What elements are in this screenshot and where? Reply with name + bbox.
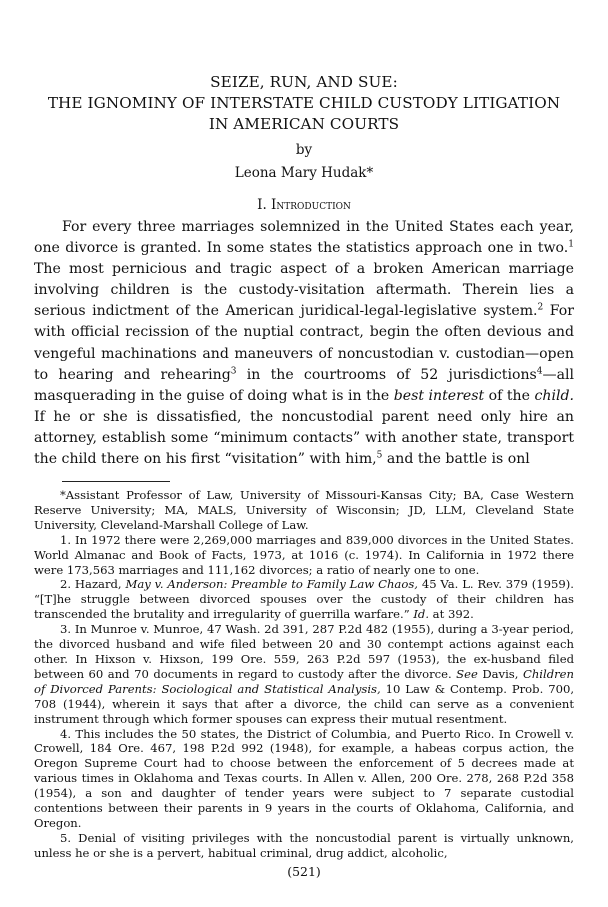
emphasis-text: best interest [393, 387, 485, 404]
footnote-text: at 392. [429, 607, 474, 622]
emphasis-text: child. [534, 387, 574, 404]
body-text-segment: For every three marriages solemnized in the United States each year, one divorce is granted. In some states the statistics approach one in two. [34, 219, 574, 257]
footnote-ref-5: 5 [376, 450, 383, 461]
footnote-text: 2. Hazard, [60, 577, 126, 592]
footnote-ref-2: 2 [537, 302, 544, 313]
footnote-star: *Assistant Professor of Law, University of Missouri-Kansas City; BA, Case Western Reserve University; MA, MALS, University of Wisconsin; JD, LLM, Cleveland State University, Cleveland-Marshall College of Law. [34, 488, 574, 532]
footnote-ref-4: 4 [536, 365, 543, 376]
footnote-5: 5. Denial of visiting privileges with the noncustodial parent is virtually unknown, unless he or she is a pervert, habitual criminal, drug addict, alcoholic, [34, 830, 574, 860]
citation-signal: Id. [413, 607, 429, 622]
footnote-text: 10 Law & Contemp. Prob. 700, 708 (1944), wherein it says that after a divorce, the child can serve as a convenient instrument through which former spouses can express their mutual resentment. [34, 681, 575, 726]
title-line-3: IN AMERICAN COURTS [208, 115, 400, 133]
article-title [34, 72, 574, 135]
byline: by [295, 142, 313, 158]
footnote-3 [34, 622, 574, 726]
footnote-divider [62, 481, 170, 482]
footnote-ref-1: 1 [568, 239, 574, 250]
footnotes [34, 488, 574, 861]
body-text-segment: of the [484, 387, 535, 404]
section-heading: I. Introduction [257, 197, 351, 213]
body-text-segment: —all masquerading in the guise of doing what is in the [34, 366, 575, 404]
title-line-1: SEIZE, RUN, AND SUE: [210, 73, 398, 91]
page [34, 72, 574, 879]
body-text-segment: For with official recission of the nuptial contract, begin the often devious and vengeful machinations and maneuvers of noncustodian v. custodian—open to hearing and rehearing [34, 303, 574, 383]
footnote-ref-3: 3 [230, 365, 237, 376]
author-name: Leona Mary Hudak* [234, 165, 374, 181]
article-citation-title: Children of Divorced Parents: Sociological and Statistical Analysis, [34, 666, 574, 696]
body-text-segment: and the battle is onl [382, 451, 530, 468]
footnote-4: 4. This includes the 50 states, the District of Columbia, and Puerto Rico. In Crowell v. Crowell, 184 Ore. 467, 198 P.2d 992 (1948), for example, a habeas corpus action, the Oregon Supreme Court had to choose between the enforcement of 5 decrees made at various times in Oklahoma and Texas courts. In Allen v. Allen, 200 Ore. 278, 268 P.2d 358 (1954), a son and daughter of tender years were subject to 7 separate custodial contentions between their parents in 9 years in the courts of Oklahoma, California, and Oregon. [34, 726, 574, 830]
body-text-segment: in the courtrooms of 52 jurisdictions [236, 366, 537, 383]
page-number: (521) [287, 863, 321, 879]
body-paragraph [34, 217, 575, 468]
title-line-2: THE IGNOMINY OF INTERSTATE CHILD CUSTODY LITIGATION [47, 94, 561, 112]
footnote-text: Davis, [477, 666, 523, 681]
citation-signal: See [456, 666, 478, 681]
footnote-text: 45 Va. L. Rev. 379 (1959). “[T]he struggle between divorced spouses over the custody of their children has transcended the brutality and irregularity of guerrilla warfare.” [34, 577, 574, 622]
case-title: May v. Anderson: Preamble to Family Law Chaos, [125, 577, 418, 592]
footnote-2 [34, 577, 574, 622]
footnote-text: 3. In Munroe v. Munroe, 47 Wash. 2d 391, 287 P.2d 482 (1955), during a 3-year period, the divorced husband and wife filed between 20 and 30 contempt actions against each other. In Hixson v. Hixson, 199 Ore. 559, 263 P.2d 597 (1953), the ex-husband filed between 60 and 70 documents in regard to custody after the divorce. [34, 622, 574, 681]
body-text-segment: If he or she is dissatisfied, the noncustodial parent need only hire an attorney, establish some “minimum contacts” with another state, transport the child there on his first “visitation” with him, [34, 408, 574, 468]
body-text-segment: The most pernicious and tragic aspect of a broken American marriage involving children is the custody-visitation aftermath. Therein lies a serious indictment of the American juridical-legal-legislative system. [34, 261, 574, 320]
footnote-1: 1. In 1972 there were 2,269,000 marriages and 839,000 divorces in the United States. World Almanac and Book of Facts, 1973, at 1016 (c. 1974). In California in 1972 there were 173,563 marriages and 111,162 divorces; a ratio of nearly one to one. [34, 532, 574, 577]
